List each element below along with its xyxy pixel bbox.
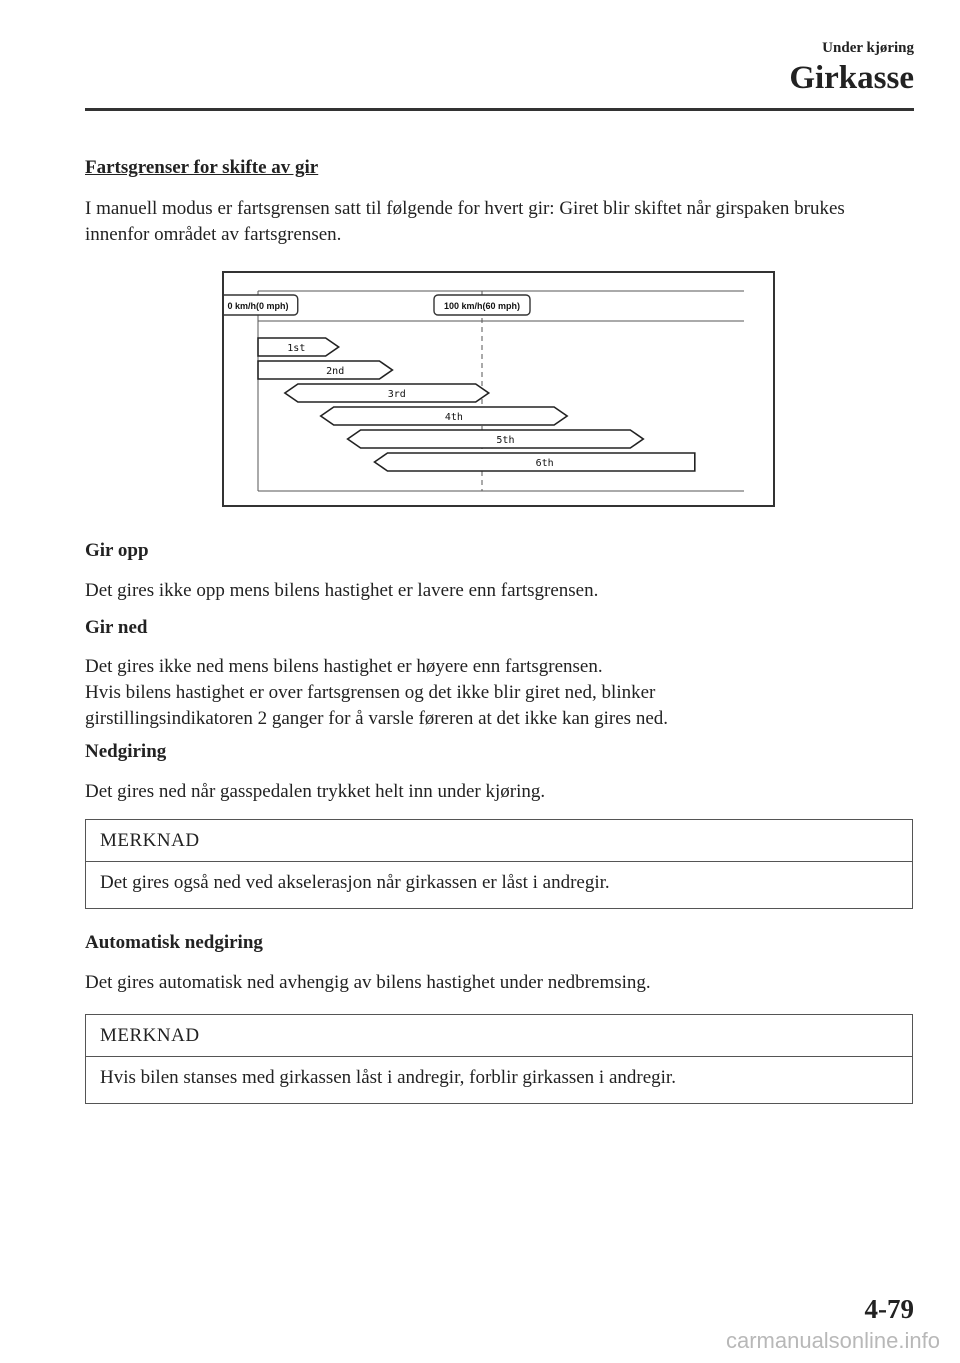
gear-label: 2nd [326, 366, 345, 377]
heading-automatisk-nedgiring: Automatisk nedgiring [85, 932, 263, 953]
chart-svg [224, 273, 773, 505]
header-rule [85, 108, 914, 111]
page-number: 4-79 [864, 1294, 914, 1324]
text-line: Hvis bilens hastighet er over fartsgrensen og det ikke blir giret ned, blinker [85, 682, 656, 703]
text-line: Det gires ikke opp mens bilens hastighet er lavere enn fartsgrensen. [85, 580, 599, 601]
note-box [85, 1014, 913, 1104]
text-line: girstillingsindikatoren 2 ganger for å varsle føreren at det ikke kan gires ned. [85, 708, 668, 729]
text-line: Det gires ikke ned mens bilens hastighet er høyere enn fartsgrensen. [85, 656, 603, 677]
text-gir-opp [85, 578, 875, 604]
text-automatisk-nedgiring [85, 970, 875, 996]
gear-label: 4th [444, 412, 463, 423]
heading-gir-opp: Gir opp [85, 540, 149, 561]
gear-speed-chart [222, 271, 775, 507]
gear-label: 3rd [387, 389, 406, 400]
note-label: MERKNAD [86, 820, 912, 862]
text-gir-ned [85, 654, 875, 732]
gear-label: 1st [287, 343, 306, 354]
note-text: Hvis bilen stanses med girkassen låst i andregir, forblir girkassen i andregir. [100, 1067, 676, 1088]
text-line: Det gires ned når gasspedalen trykket helt inn under kjøring. [85, 781, 546, 802]
note-box [85, 819, 913, 909]
speed-marker-label: 0 km/h(0 mph) [227, 301, 289, 311]
section-title: Fartsgrenser for skifte av gir [85, 157, 319, 178]
gear-label: 6th [535, 458, 554, 469]
page-title: Girkasse [789, 60, 914, 96]
note-label: MERKNAD [86, 1015, 912, 1057]
heading-gir-ned: Gir ned [85, 617, 148, 638]
chapter-label: Under kjøring [822, 40, 914, 56]
heading-nedgiring: Nedgiring [85, 741, 167, 762]
watermark: carmanualsonline.info [725, 1328, 940, 1353]
text-line: Det gires automatisk ned avhengig av bilens hastighet under nedbremsing. [85, 972, 651, 993]
note-text: Det gires også ned ved akselerasjon når girkassen er låst i andregir. [100, 872, 610, 893]
speed-marker-label: 100 km/h(60 mph) [443, 301, 521, 311]
text-nedgiring [85, 779, 875, 805]
gear-label: 5th [496, 435, 515, 446]
intro-paragraph: I manuell modus er fartsgrensen satt til følgende for hvert gir: Giret blir skiftet når girspaken brukes innenfor området av fartsgrensen. [85, 198, 845, 245]
